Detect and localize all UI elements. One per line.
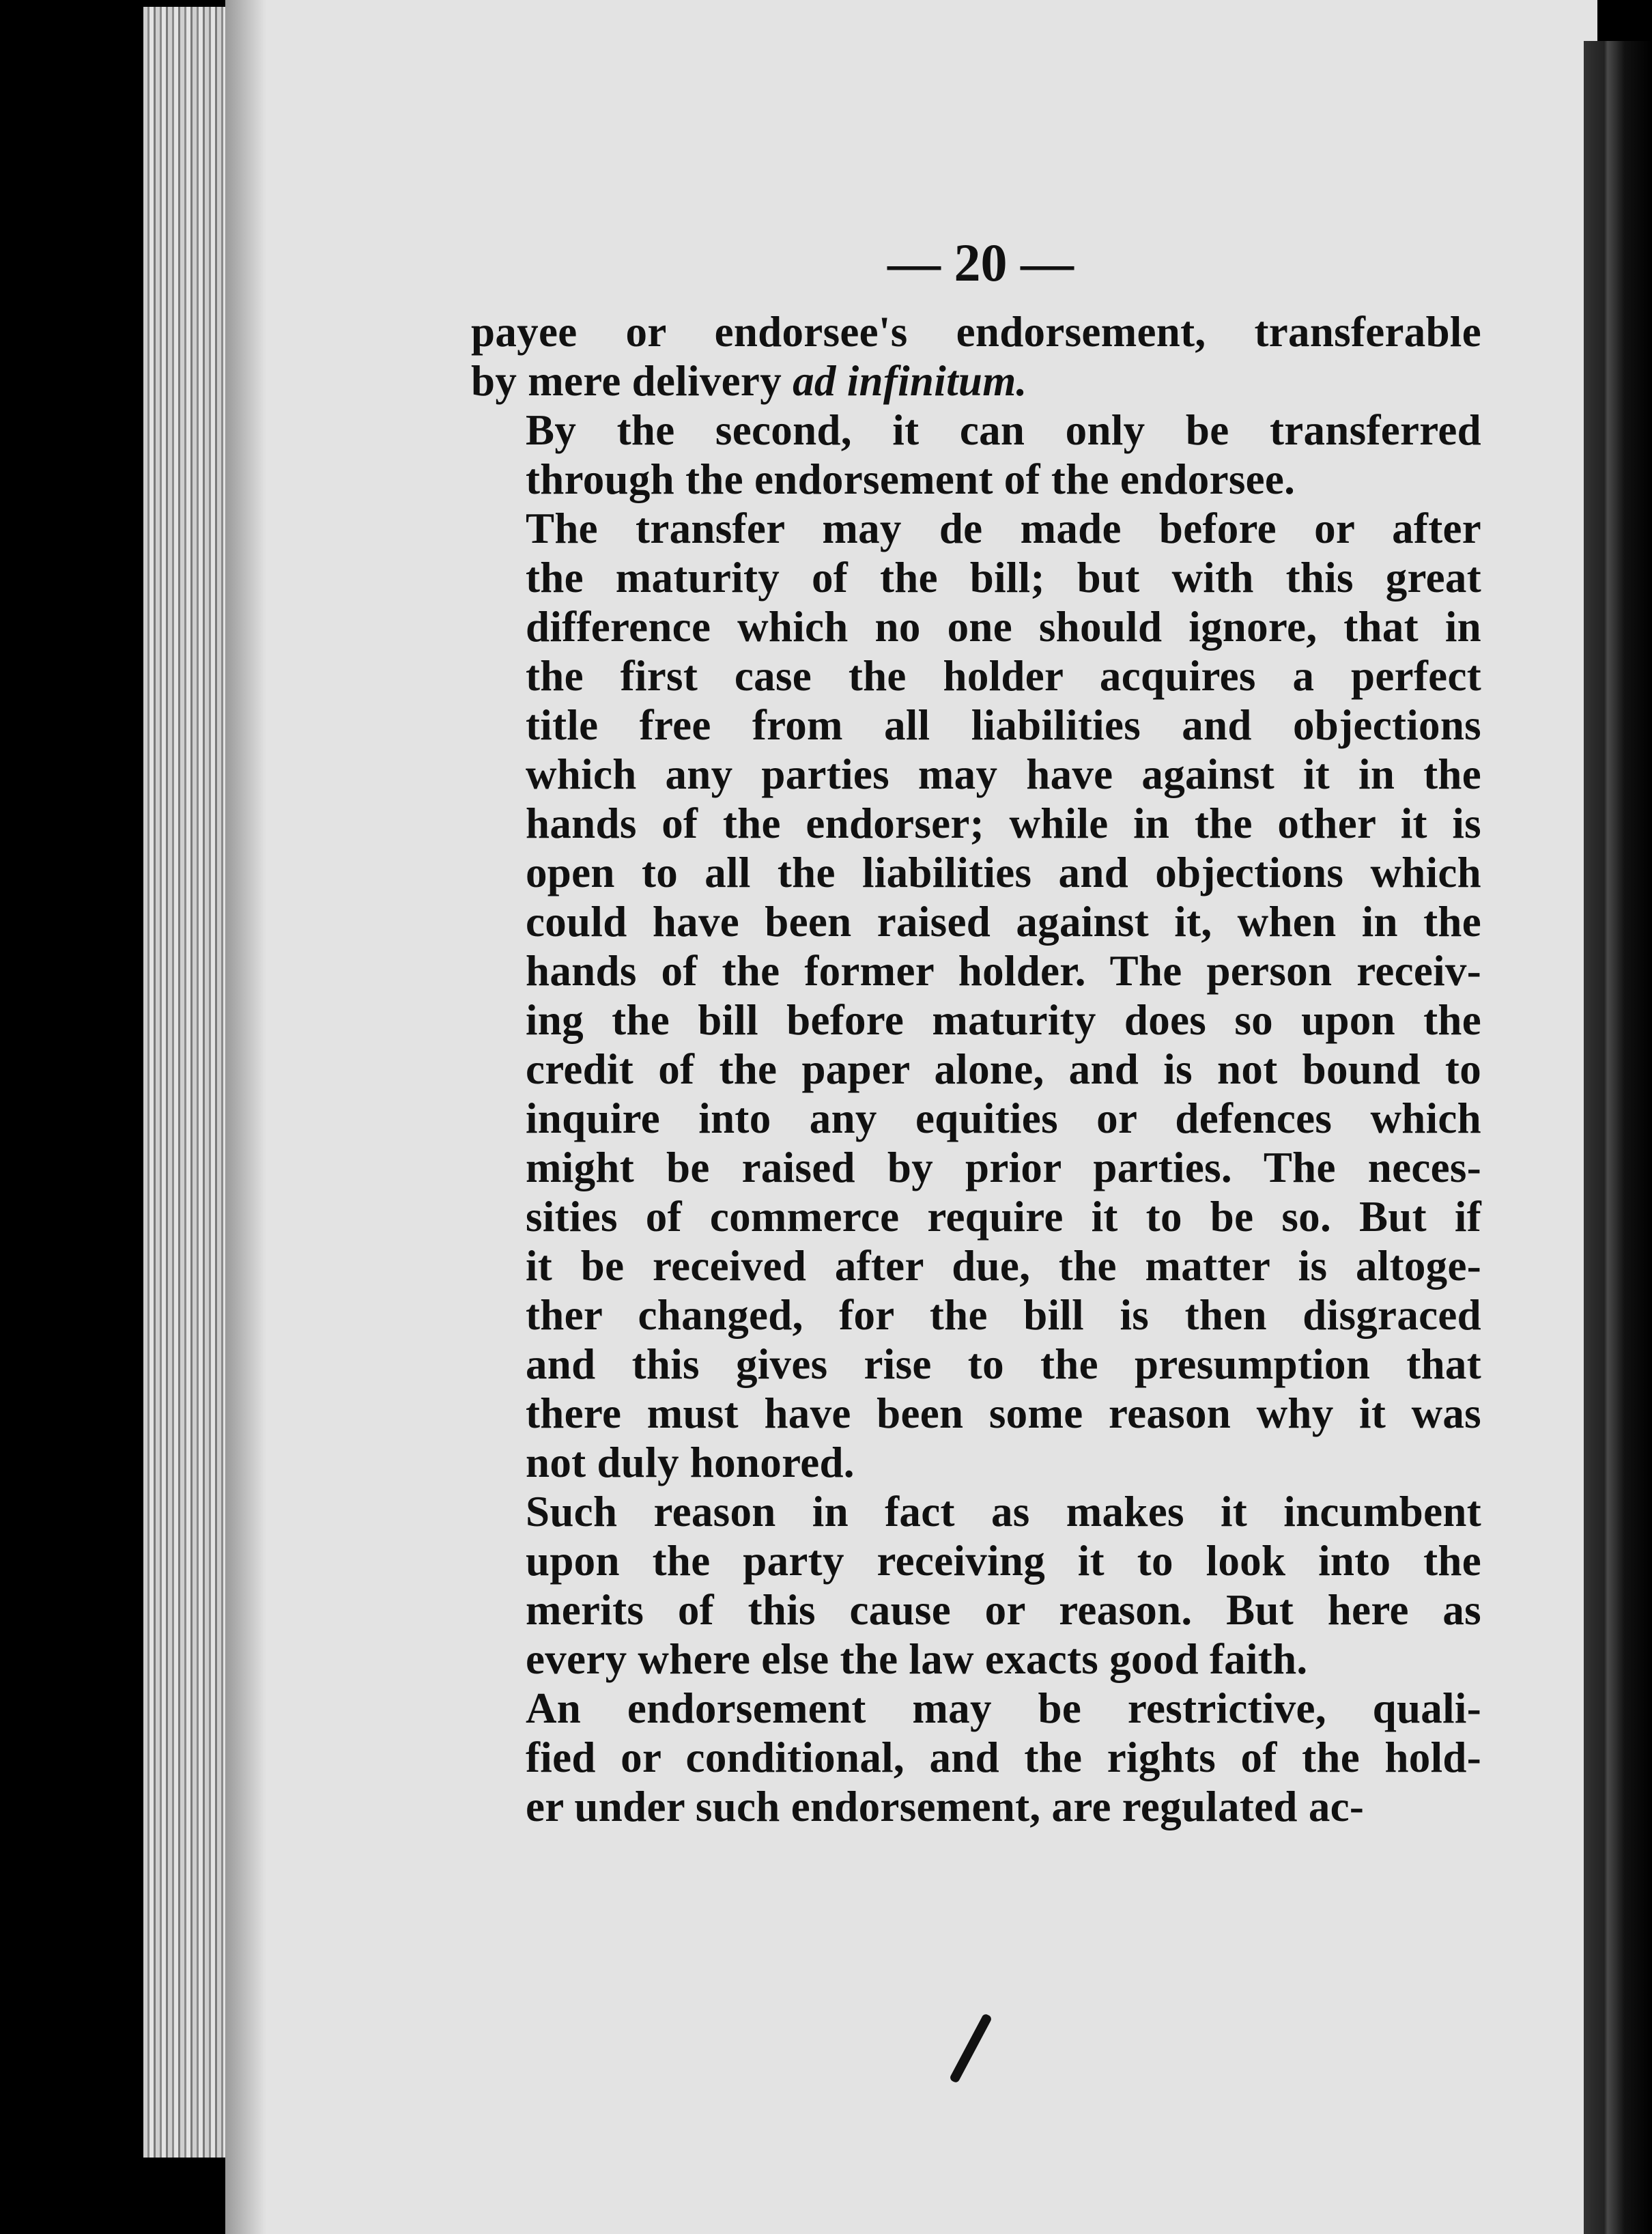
text-line: through the endorsement of the endorsee.	[526, 455, 1296, 503]
text-line: title free from all liabilities and objections	[526, 701, 1481, 749]
text-line: er under such endorsement, are regulated ac-	[526, 1783, 1365, 1830]
text-line: sities of commerce require it to be so. But if	[526, 1193, 1481, 1241]
text-line: by mere delivery ad infinitum.	[471, 357, 1027, 405]
text-line: the maturity of the bill; but with this great	[526, 554, 1481, 602]
text-line: open to all the liabilities and objections which	[526, 849, 1481, 896]
text-line: could have been raised against it, when in the	[526, 898, 1481, 946]
text-line: merits of this cause or reason. But here as	[526, 1586, 1481, 1634]
text-line: By the second, it can only be transferred	[526, 406, 1481, 454]
text-line: it be received after due, the matter is altoge-	[526, 1242, 1481, 1290]
text-line: ing the bill before maturity does so upon the	[526, 996, 1481, 1044]
text-line: inquire into any equities or defences which	[526, 1094, 1481, 1142]
text-line: fied or conditional, and the rights of the hold-	[526, 1734, 1481, 1781]
text-line: difference which no one should ignore, that in	[526, 603, 1481, 651]
text-line: which any parties may have against it in the	[526, 750, 1481, 798]
text-line: The transfer may de made before or after	[526, 505, 1481, 552]
book-spine-edge	[1584, 41, 1652, 2234]
page-number: — 20 —	[887, 233, 1074, 292]
text-line: and this gives rise to the presumption that	[526, 1340, 1481, 1388]
text-line: upon the party receiving it to look into the	[526, 1537, 1481, 1585]
text-line: credit of the paper alone, and is not bound to	[526, 1045, 1481, 1093]
paragraph	[471, 504, 1481, 1487]
text-line: Such reason in fact as makes it incumbent	[526, 1488, 1481, 1536]
gutter-shadow	[225, 0, 266, 2234]
text-line: payee or endorsee's endorsement, transferable	[471, 308, 1481, 356]
paragraph	[471, 1487, 1481, 1684]
text-line: ther changed, for the bill is then disgraced	[526, 1291, 1481, 1339]
text-line: every where else the law exacts good faith.	[526, 1635, 1308, 1683]
text-line: An endorsement may be restrictive, quali-	[526, 1684, 1481, 1732]
italic-phrase: ad infinitum.	[793, 357, 1027, 405]
text-line: hands of the endorser; while in the other it is	[526, 800, 1481, 847]
paragraph	[471, 1684, 1481, 1831]
text-line: there must have been some reason why it was	[526, 1389, 1481, 1437]
text-line: the first case the holder acquires a perfect	[526, 652, 1481, 700]
paragraph	[471, 307, 1481, 406]
body-text	[471, 307, 1481, 1831]
paragraph	[471, 406, 1481, 504]
text-line: not duly honored.	[526, 1439, 855, 1486]
text-line: hands of the former holder. The person receiv-	[526, 947, 1481, 995]
text-line: might be raised by prior parties. The neces-	[526, 1144, 1481, 1191]
